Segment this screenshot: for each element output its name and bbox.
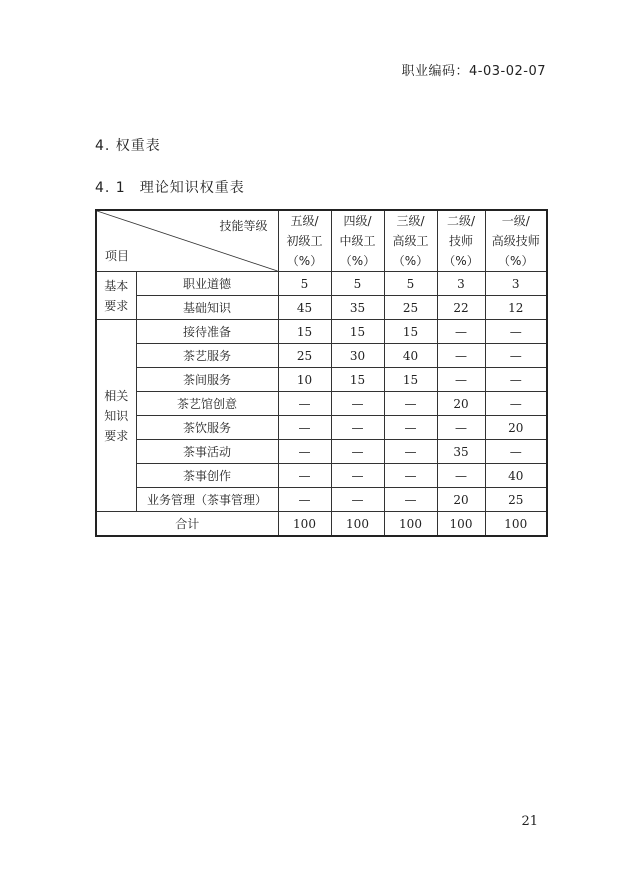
weight-value-cell: 40 [485, 464, 547, 488]
header-text-line: （%） [286, 254, 323, 268]
weight-value-cell: 15 [331, 368, 384, 392]
weight-value-cell: 5 [384, 272, 437, 296]
level-header [278, 210, 331, 272]
weight-value-cell: 100 [485, 512, 547, 537]
weight-value-cell: 12 [485, 296, 547, 320]
weight-value-cell: — [384, 416, 437, 440]
category-related [96, 320, 136, 512]
header-text-line: 中级工 [339, 234, 376, 248]
item-name: 茶事活动 [136, 440, 278, 464]
weight-value-cell: 5 [331, 272, 384, 296]
corner-skill-label: 技能等级 [219, 219, 268, 233]
header-text-line: （%） [339, 254, 376, 268]
weight-value-cell: 3 [437, 272, 485, 296]
weight-value-cell: 100 [331, 512, 384, 537]
corner-header-cell [96, 210, 278, 272]
weight-value-cell: — [485, 440, 547, 464]
weight-value-cell: — [331, 440, 384, 464]
table-row [96, 464, 547, 488]
weight-value-cell: 30 [331, 344, 384, 368]
header-text-line: 要求 [104, 428, 129, 443]
item-name: 茶饮服务 [136, 416, 278, 440]
weight-value-cell: 100 [384, 512, 437, 537]
weight-value-cell: 20 [485, 416, 547, 440]
level-header [331, 210, 384, 272]
weight-value-cell: — [384, 392, 437, 416]
weight-value-cell: 25 [278, 344, 331, 368]
item-name: 接待准备 [136, 320, 278, 344]
item-name: 茶间服务 [136, 368, 278, 392]
table-row [96, 368, 547, 392]
header-text-line: 相关 [104, 388, 129, 403]
header-text-line: 四级/ [343, 214, 372, 228]
weight-value-cell: — [437, 344, 485, 368]
weight-value-cell: — [278, 464, 331, 488]
header-text-line: （%） [392, 254, 429, 268]
category-basic [96, 272, 136, 320]
weight-value-cell: 100 [437, 512, 485, 537]
weight-value-cell: — [437, 416, 485, 440]
weight-value-cell: — [384, 440, 437, 464]
header-text-line: 三级/ [396, 214, 425, 228]
weight-value-cell: 45 [278, 296, 331, 320]
weight-value-cell: 15 [384, 320, 437, 344]
header-text-line: 二级/ [446, 214, 476, 228]
header-text-line: 技师 [448, 234, 473, 248]
corner-item-label: 项目 [105, 249, 130, 263]
weight-value-cell: 25 [485, 488, 547, 512]
weight-value-cell: 35 [331, 296, 384, 320]
weight-value-cell: — [278, 488, 331, 512]
item-name: 业务管理（茶事管理） [136, 488, 278, 512]
header-text-line: 五级/ [290, 214, 319, 228]
item-name: 职业道德 [136, 272, 278, 296]
table-row [96, 272, 547, 296]
section-title: 4. 权重表 [95, 138, 161, 154]
item-name: 茶事创作 [136, 464, 278, 488]
table-row [96, 296, 547, 320]
level-header [437, 210, 485, 272]
weight-value-cell: — [384, 464, 437, 488]
header-text-line: 基本 [104, 278, 129, 293]
weight-value-cell: — [485, 392, 547, 416]
table-row [96, 392, 547, 416]
weight-value-cell: — [384, 488, 437, 512]
subsection-text: 理论知识权重表 [139, 180, 245, 196]
weight-value-cell: — [331, 392, 384, 416]
weight-value-cell: — [278, 392, 331, 416]
weight-value-cell: 20 [437, 488, 485, 512]
level-header [384, 210, 437, 272]
header-text-line: 高级技师 [491, 234, 540, 248]
weight-value-cell: 35 [437, 440, 485, 464]
table-header-row [96, 210, 547, 272]
weight-value-cell: — [437, 464, 485, 488]
weight-value-cell: — [331, 416, 384, 440]
weight-value-cell: 25 [384, 296, 437, 320]
weight-value-cell: — [485, 368, 547, 392]
header-text-line: 高级工 [392, 234, 429, 248]
weight-value-cell: — [437, 320, 485, 344]
item-name: 茶艺服务 [136, 344, 278, 368]
weight-value-cell: 40 [384, 344, 437, 368]
page-number: 21 [521, 814, 538, 829]
table-row [96, 440, 547, 464]
table-row [96, 344, 547, 368]
weight-value-cell: — [331, 464, 384, 488]
header-text-line: 要求 [104, 298, 129, 313]
table-row [96, 416, 547, 440]
header-text-line: 初级工 [286, 234, 323, 248]
weight-value-cell: 10 [278, 368, 331, 392]
weight-value-cell: 22 [437, 296, 485, 320]
header-text-line: 知识 [104, 408, 129, 423]
weight-value-cell: — [278, 416, 331, 440]
weight-table [95, 209, 548, 537]
weight-value-cell: 5 [278, 272, 331, 296]
weight-value-cell: — [485, 344, 547, 368]
header-text-line: （%） [443, 254, 479, 268]
header-text-line: （%） [498, 254, 534, 268]
total-label: 合计 [96, 512, 278, 537]
occupation-code: 职业编码：4-03-02-07 [401, 64, 546, 79]
weight-value-cell: 3 [485, 272, 547, 296]
item-name: 基础知识 [136, 296, 278, 320]
weight-value-cell: 15 [331, 320, 384, 344]
weight-value-cell: — [485, 320, 547, 344]
weight-value-cell: — [437, 368, 485, 392]
weight-value-cell: 20 [437, 392, 485, 416]
table-row [96, 320, 547, 344]
weight-value-cell: 15 [384, 368, 437, 392]
subsection-number: 4. 1 [95, 180, 126, 196]
level-header [485, 210, 547, 272]
subsection-title [95, 177, 245, 197]
header-text-line: 一级/ [501, 214, 530, 228]
table-row [96, 488, 547, 512]
weight-value-cell: 100 [278, 512, 331, 537]
total-row [96, 512, 547, 537]
item-name: 茶艺馆创意 [136, 392, 278, 416]
weight-value-cell: — [331, 488, 384, 512]
weight-value-cell: — [278, 440, 331, 464]
weight-value-cell: 15 [278, 320, 331, 344]
